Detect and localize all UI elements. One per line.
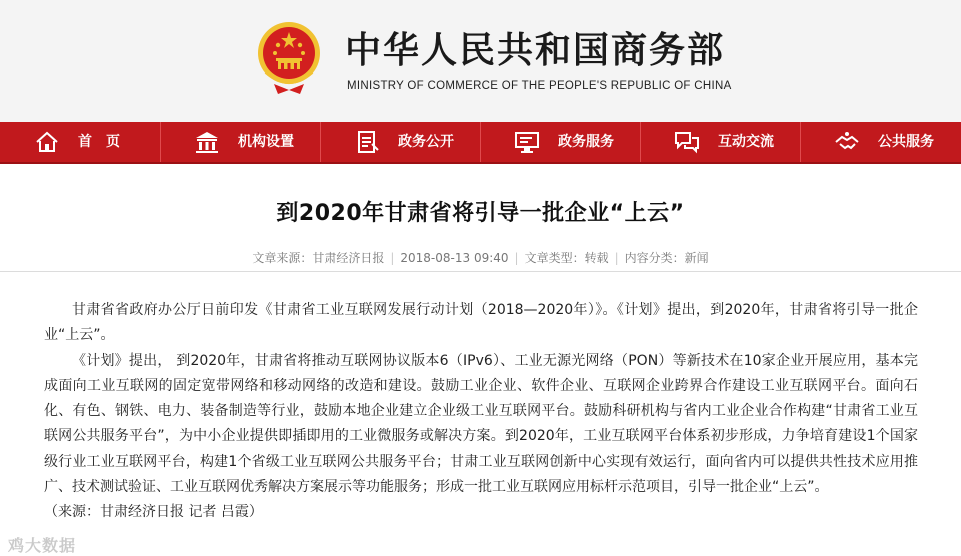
building-icon (194, 130, 220, 154)
article-meta (0, 249, 961, 266)
type-value: 转载 (584, 251, 609, 265)
category-label: 内容分类： (624, 251, 685, 265)
chat-icon (674, 130, 700, 154)
nav-label: 首 页 (78, 134, 120, 150)
category-value: 新闻 (684, 251, 709, 265)
main-nav (0, 122, 961, 164)
article-divider (0, 271, 961, 272)
document-icon (354, 130, 380, 154)
source-label: 文章来源： (252, 251, 313, 265)
source-value: 甘肃经济日报 (312, 251, 385, 265)
site-subtitle: MINISTRY OF COMMERCE OF THE PEOPLE'S REPUBLIC OF CHINA (347, 80, 732, 92)
national-emblem-icon[interactable] (256, 20, 322, 96)
handshake-icon (834, 130, 860, 154)
site-title: 中华人民共和国商务部 (345, 30, 726, 71)
nav-label: 政务服务 (558, 134, 614, 150)
article-paragraph: 《计划》提出， 到2020年，甘肃省将推动互联网协议版本6（IPv6）、工业无源光网络（PON）等新技术在10家企业开展应用，基本完成面向工业互联网的固定宽带网络和移动网络的改造和建设。鼓励工业企业、软件企业、互联网企业跨界合作建设工业互联网平台。面向石化、有色、钢铁、电力、装备制造等行业，鼓励本地企业建立企业级工业互联网平台。鼓励科研机构与省内工业企业合作构建“甘肃省工业互联网公共服务平台”，为中小企业提供即插即用的工业微服务或解决方案。到2020年，工业互联网平台体系初步形成，力争培育建设1个国家级行业工业互联网平台，构建1个省级工业互联网公共服务平台；甘肃工业互联网创新中心实现有效运行，面向省内可以提供共性技术应用推广、技术测试验证、工业互联网优秀解决方案展示等功能服务；形成一批工业互联网应用标杆示范项目，引导一批企业“上云”。 (44, 352, 918, 496)
article-paragraph: 甘肃省省政府办公厅日前印发《甘肃省工业互联网发展行动计划（2018—2020年）》。《计划》提出，到2020年，甘肃省将引导一批企业“上云”。 (44, 302, 918, 344)
nav-label: 互动交流 (718, 134, 774, 150)
nav-item-services[interactable] (480, 122, 640, 162)
monitor-icon (514, 130, 540, 154)
nav-item-disclosure[interactable] (320, 122, 480, 162)
publish-date: 2018-08-13 09:40 (400, 251, 509, 265)
nav-label: 政务公开 (398, 134, 454, 150)
nav-label: 公共服务 (878, 134, 934, 150)
type-label: 文章类型： (524, 251, 585, 265)
meta-divider: | (514, 251, 519, 265)
nav-item-interaction[interactable] (640, 122, 800, 162)
nav-label: 机构设置 (238, 134, 294, 150)
watermark: 鸡大数据 (8, 536, 77, 555)
nav-item-home[interactable] (0, 122, 160, 162)
site-header (0, 0, 961, 122)
meta-divider: | (390, 251, 395, 265)
nav-item-public-services[interactable] (800, 122, 960, 162)
meta-divider: | (614, 251, 619, 265)
nav-item-organization[interactable] (160, 122, 320, 162)
article-source-line: （来源：甘肃经济日报 记者 吕霞） (44, 504, 263, 521)
home-icon (34, 130, 60, 154)
article-body (44, 298, 918, 526)
article-title: 到2020年甘肃省将引导一批企业“上云” (276, 201, 685, 226)
